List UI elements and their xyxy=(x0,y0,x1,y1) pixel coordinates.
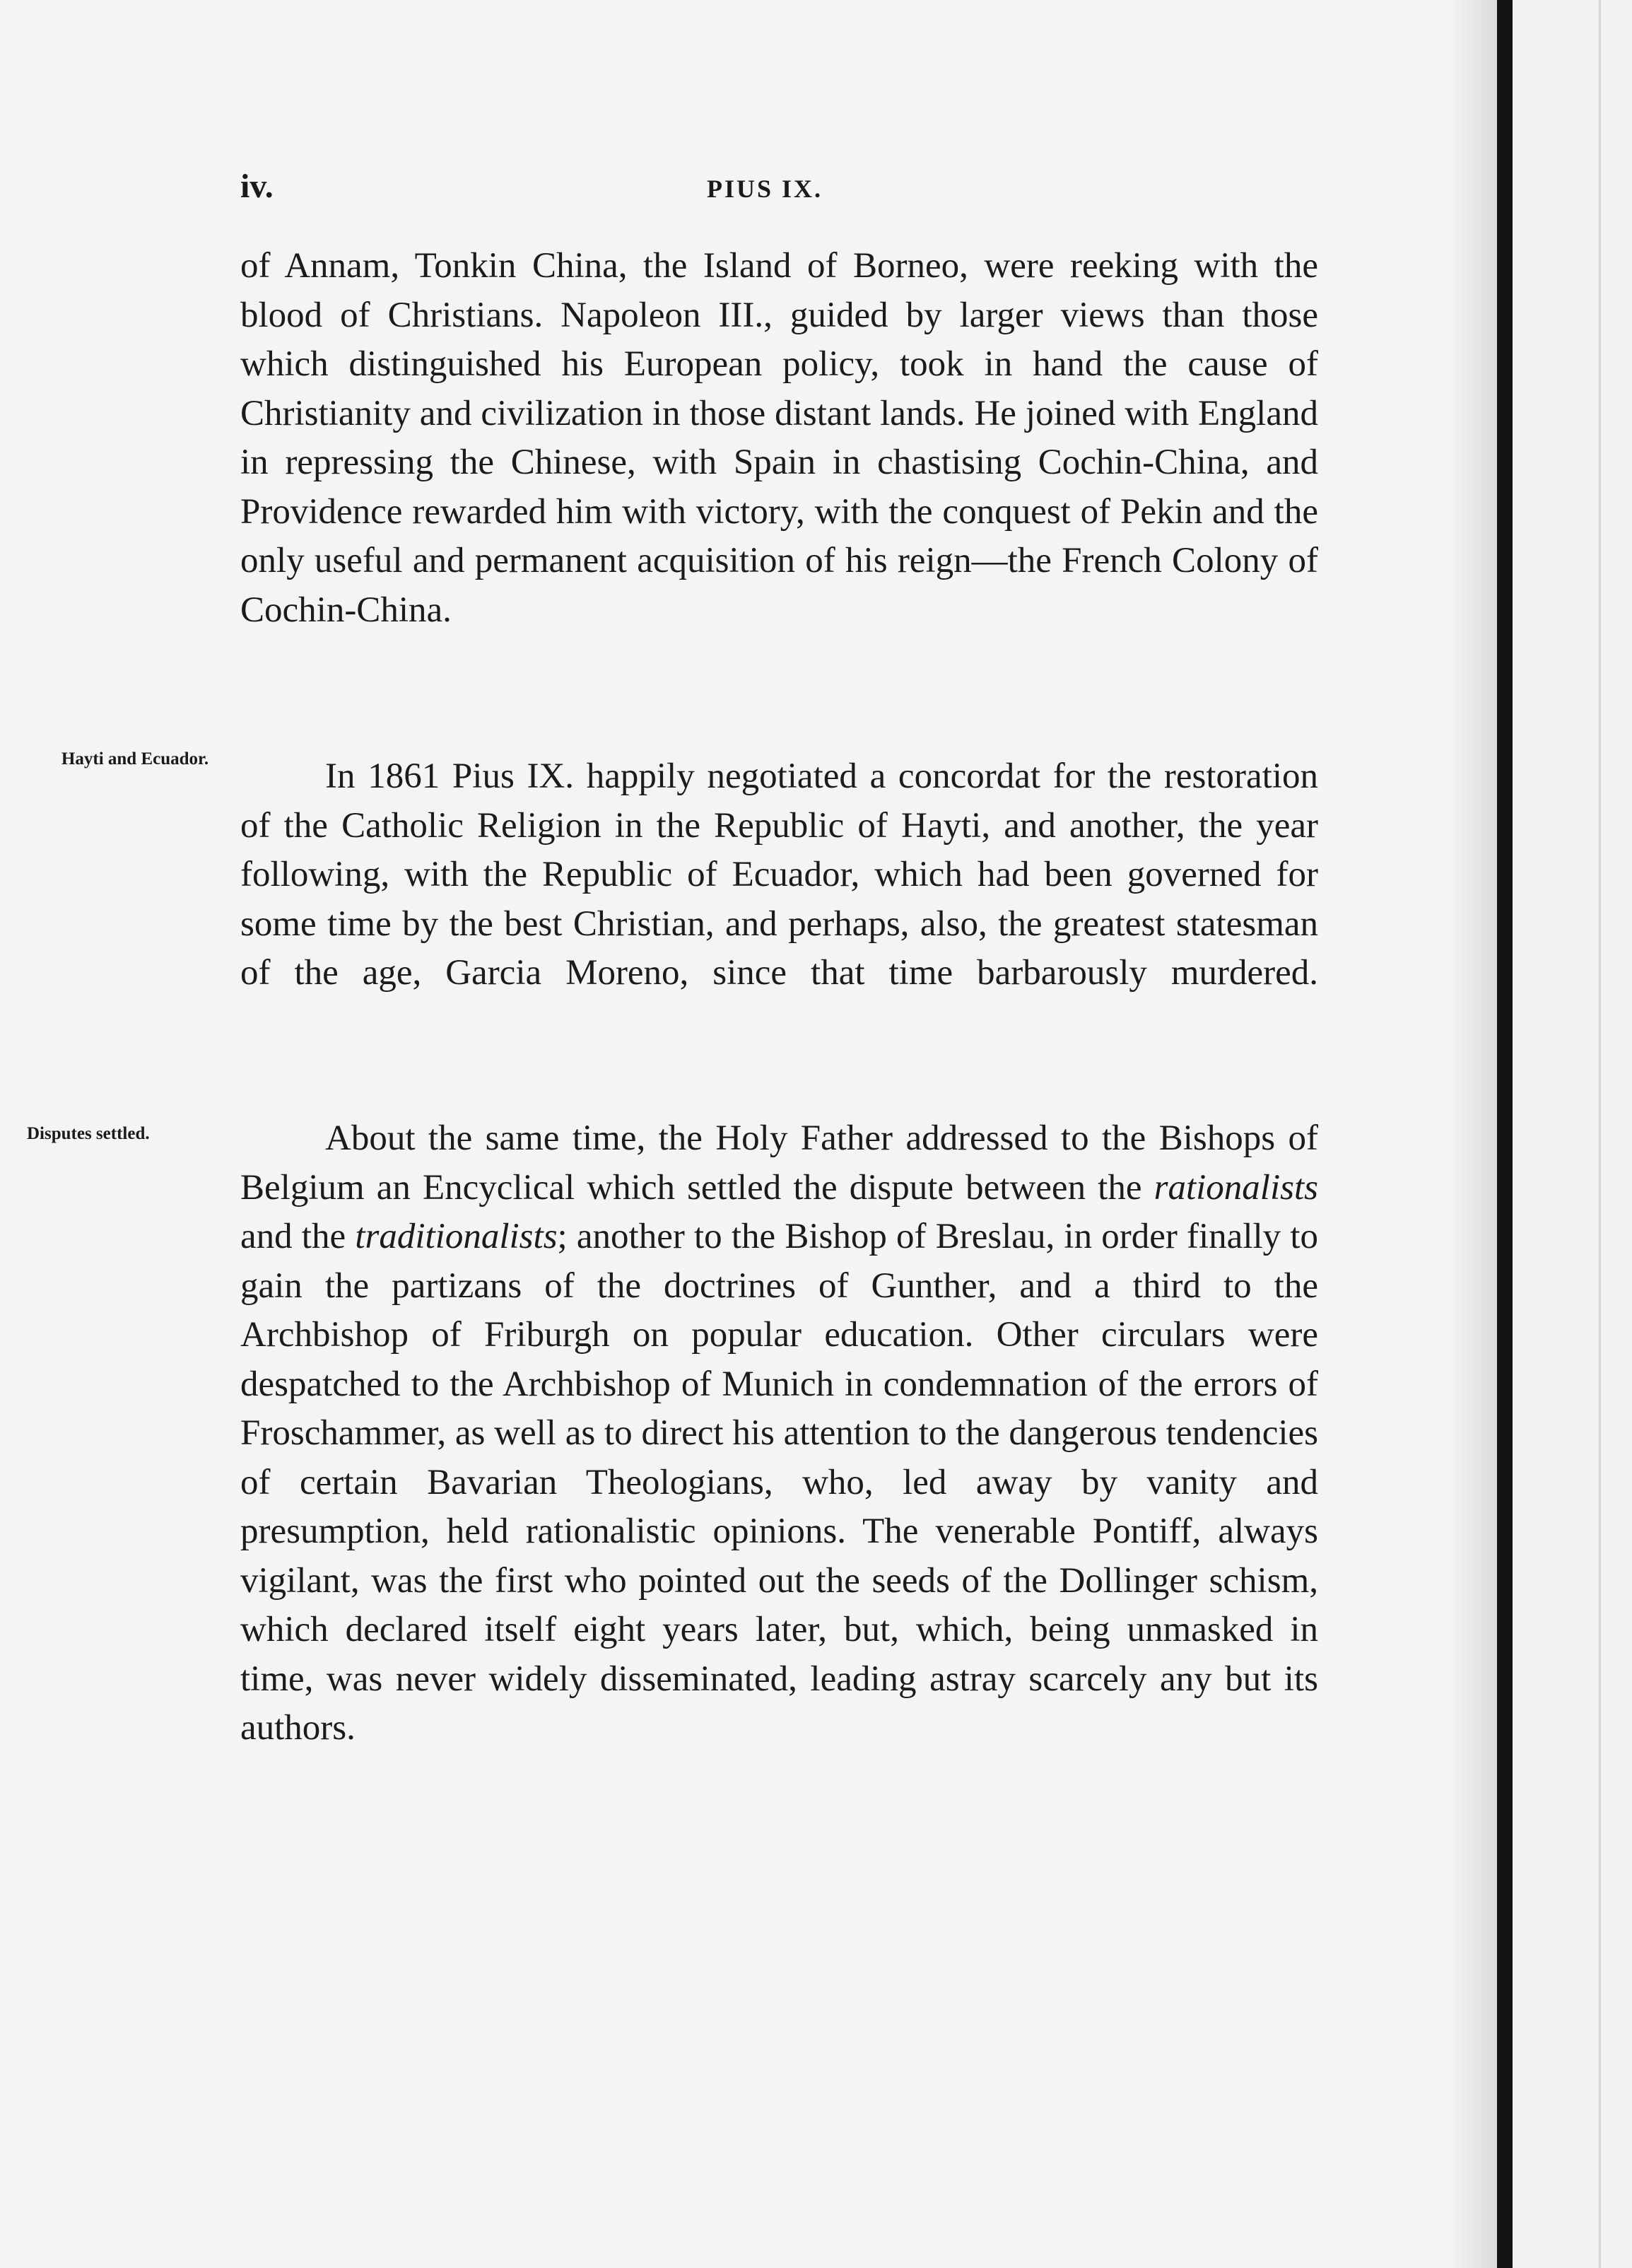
facing-page-edge-line xyxy=(1599,0,1601,2268)
paragraph-3-text-a: About the same time, the Holy Father addressed to the Bishops of Belgium an Encyclical which settled the dispute between the xyxy=(240,1118,1318,1208)
page-number: iv. xyxy=(240,168,274,205)
paragraph-continuation xyxy=(240,242,1318,635)
italic-rationalists: rationalists xyxy=(1153,1167,1318,1208)
paragraph-3-text-b: and the xyxy=(240,1217,346,1256)
italic-traditionalists: traditionalists xyxy=(355,1217,558,1256)
running-head xyxy=(240,167,1315,209)
running-title: PIUS IX. xyxy=(707,175,823,203)
binding-shadow xyxy=(1449,0,1497,2268)
paragraph-1-text: of Annam, Tonkin China, the Island of Borneo, were reeking with the blood of Christians. Napoleon III., guided by larger views than those which distinguished his European policy, took in hand the cause of Christianity and civilization in those distant lands. He joined with England in repressing the Chinese, with Spain in chastising Cochin-China, and Providence rewarded him with victory, with the conquest of Pekin and the only useful and permanent acquisition of his reign—the French Colony of Cochin-China. xyxy=(240,246,1318,630)
paragraph-hayti-ecuador xyxy=(240,752,1318,998)
paragraph-disputes xyxy=(240,1114,1318,1753)
sidenote-hayti-ecuador: Hayti and Ecuador. xyxy=(61,749,209,768)
facing-page-margin xyxy=(1513,0,1632,2268)
paragraph-2-text: In 1861 Pius IX. happily negotiated a concordat for the restoration of the Catholic Religion in the Republic of Hayti, and another, the year following, with the Republic of Ecuador, which had been governed for some time by the best Christian, and perhaps, also, the greatest statesman of the age, Garcia Moreno, since that time barbarously murdered. xyxy=(240,756,1318,993)
page-edge xyxy=(1497,0,1513,2268)
paragraph-3-text-c: ; another to the Bishop of Breslau, in order finally to gain the partizans of the doctrines of Gunther, and a third to the Archbishop of Friburgh on popular education. Other circulars were despatched to the Archbishop of Munich in condemnation of the errors of Froschammer, as well as to direct his attention to the dangerous tendencies of certain Bavarian Theologians, who, led away by vanity and presumption, held rationalistic opinions. The venerable Pontiff, always vigilant, was the first who pointed out the seeds of the Dollinger schism, which declared itself eight years later, but, which, being unmasked in time, was never widely disseminated, leading astray scarcely any but its authors. xyxy=(240,1217,1318,1748)
sidenote-disputes-settled: Disputes settled. xyxy=(27,1124,150,1143)
